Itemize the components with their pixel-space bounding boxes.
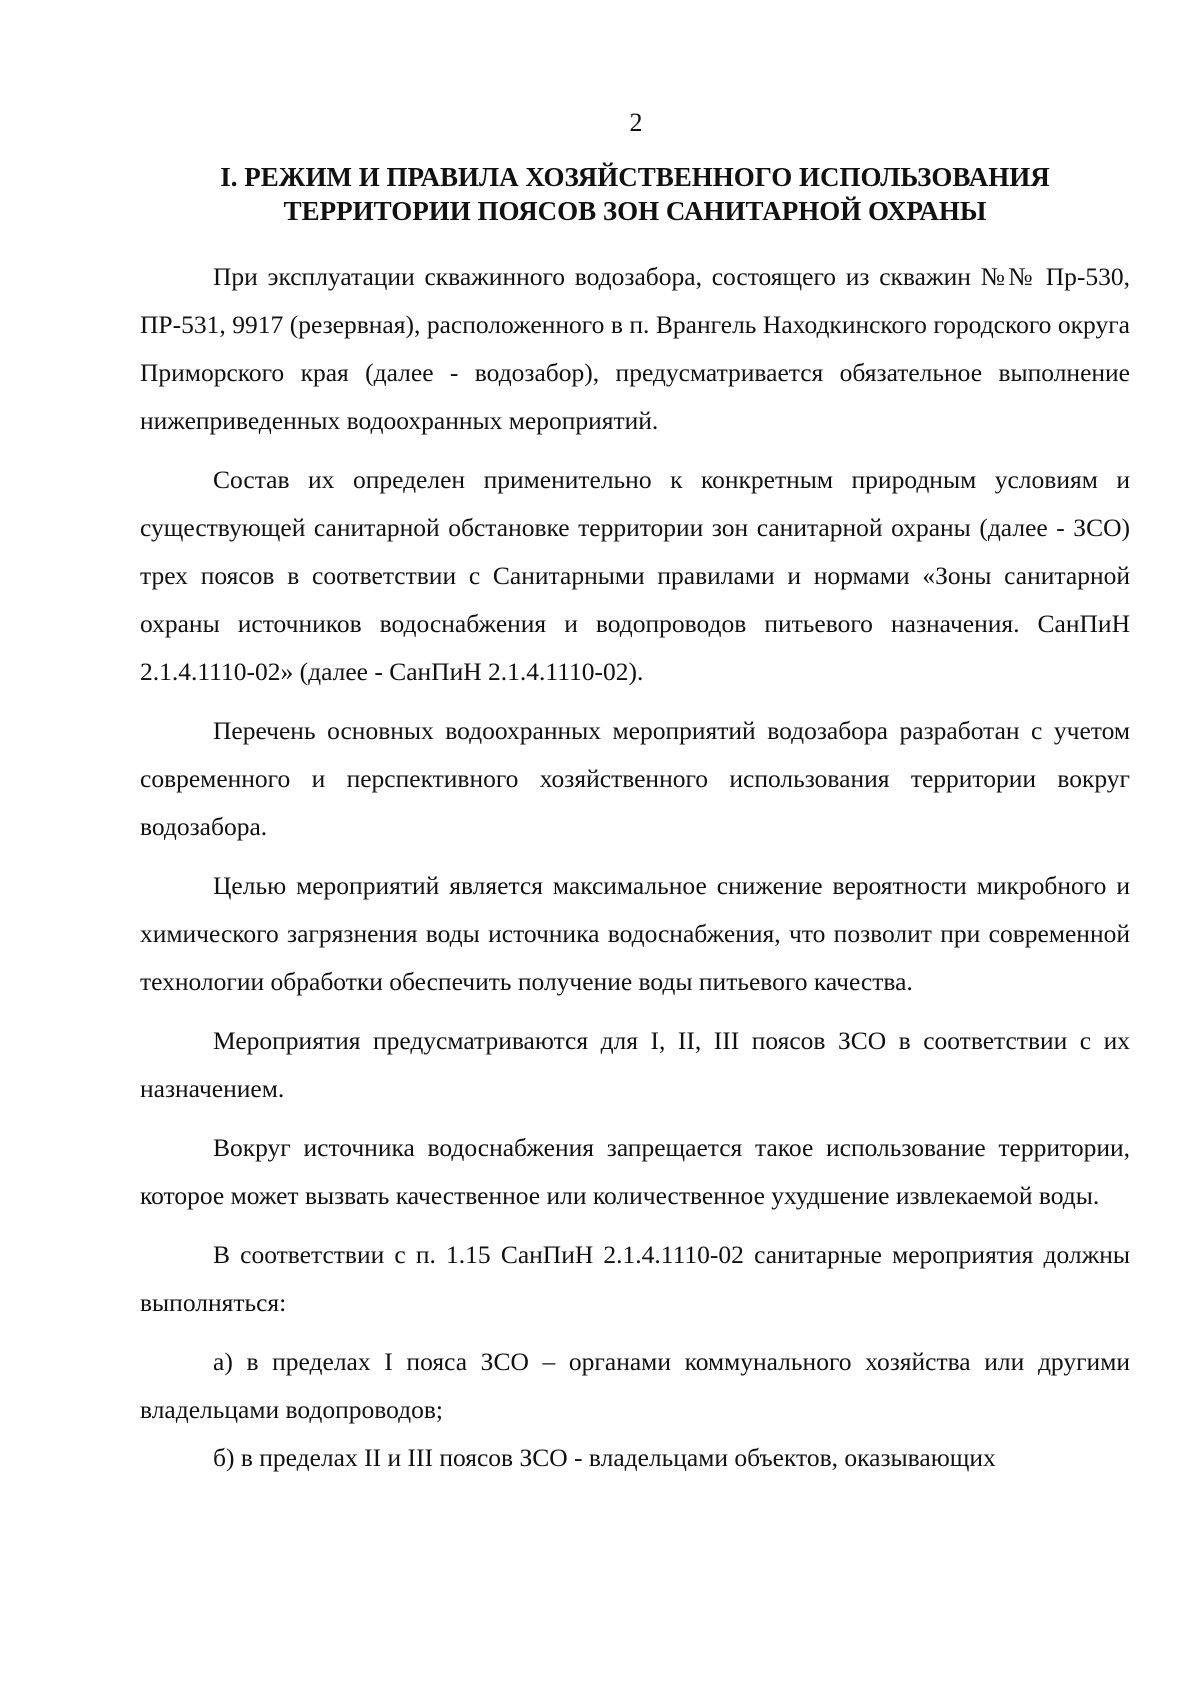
paragraph: Целью мероприятий является максимальное снижение вероятности микробного и химического загрязнения воды источника водоснабжения, что позволит при современной технологии обработки обеспечить получение воды питьевого качества. [140, 871, 1130, 996]
page-number: 2 [629, 108, 643, 137]
paragraph: Перечень основных водоохранных мероприятий водозабора разработан с учетом современного и перспективного хозяйственного использования территории вокруг водозабора. [140, 716, 1130, 841]
paragraph: При эксплуатации скважинного водозабора, состоящего из скважин №№ Пр-530, ПР-531, 9917 (резервная), расположенного в п. Врангель Находкинского городского округа Приморского края (далее - водозабор), предусматривается обязательное выполнение нижеприведенных водоохранных мероприятий. [140, 262, 1130, 435]
section-heading [140, 160, 1130, 228]
list-item-a: а) в пределах I пояса ЗСО – органами коммунального хозяйства или другими владельцами водопроводов; [140, 1347, 1130, 1424]
heading-line-2: ТЕРРИТОРИИ ПОЯСОВ ЗОН САНИТАРНОЙ ОХРАНЫ [283, 196, 987, 226]
paragraph: Мероприятия предусматриваются для I, II, III поясов ЗСО в соответствии с их назначением. [140, 1026, 1130, 1103]
paragraph: Вокруг источника водоснабжения запрещается такое использование территории, которое может вызвать качественное или количественное ухудшение извлекаемой воды. [140, 1133, 1130, 1210]
body-text [140, 253, 1130, 1482]
list-item-b: б) в пределах II и III поясов ЗСО - владельцами объектов, оказывающих [213, 1443, 996, 1472]
paragraph: Состав их определен применительно к конкретным природным условиям и существующей санитарной обстановке территории зон санитарной охраны (далее - ЗСО) трех поясов в соответствии с Санитарными правилами и нормами «Зоны санитарной охраны источников водоснабжения и водопроводов питьевого назначения. СанПиН 2.1.4.1110-02» (далее - СанПиН 2.1.4.1110-02). [140, 465, 1130, 686]
paragraph: В соответствии с п. 1.15 СанПиН 2.1.4.1110-02 санитарные мероприятия должны выполняться: [140, 1240, 1130, 1317]
heading-line-1: I. РЕЖИМ И ПРАВИЛА ХОЗЯЙСТВЕННОГО ИСПОЛЬЗОВАНИЯ [220, 162, 1050, 192]
